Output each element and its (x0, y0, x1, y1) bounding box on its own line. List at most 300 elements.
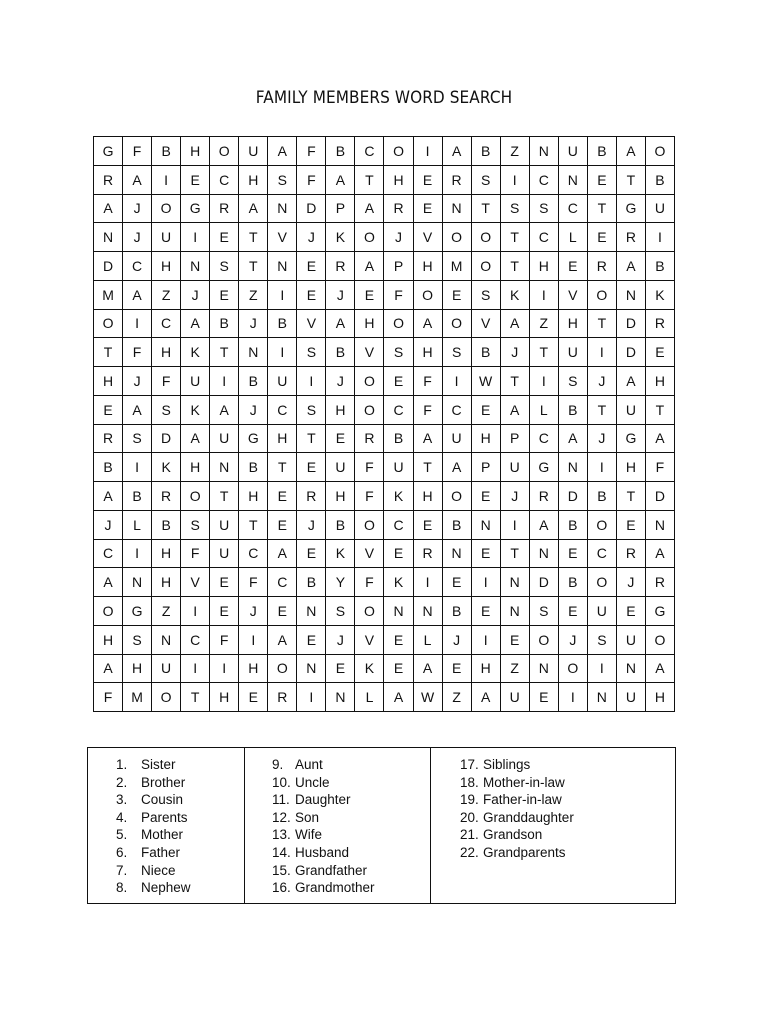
grid-cell[interactable]: C (123, 252, 152, 281)
grid-cell[interactable]: E (559, 252, 588, 281)
grid-cell[interactable]: A (239, 195, 268, 224)
grid-cell[interactable]: U (588, 597, 617, 626)
grid-cell[interactable]: F (297, 137, 326, 166)
grid-cell[interactable]: A (617, 252, 646, 281)
grid-cell[interactable]: F (646, 453, 675, 482)
grid-cell[interactable]: O (443, 482, 472, 511)
grid-cell[interactable]: A (355, 252, 384, 281)
grid-cell[interactable]: V (355, 338, 384, 367)
grid-cell[interactable]: S (326, 597, 355, 626)
grid-cell[interactable]: R (588, 252, 617, 281)
grid-cell[interactable]: O (152, 195, 181, 224)
grid-cell[interactable]: A (617, 137, 646, 166)
grid-cell[interactable]: R (530, 482, 559, 511)
grid-cell[interactable]: J (297, 223, 326, 252)
grid-cell[interactable]: E (472, 482, 501, 511)
grid-cell[interactable]: I (501, 511, 530, 540)
grid-cell[interactable]: K (501, 281, 530, 310)
grid-cell[interactable]: C (443, 396, 472, 425)
grid-cell[interactable]: R (617, 540, 646, 569)
grid-cell[interactable]: C (181, 626, 210, 655)
grid-cell[interactable]: S (123, 425, 152, 454)
grid-cell[interactable]: V (355, 540, 384, 569)
grid-cell[interactable]: O (355, 367, 384, 396)
grid-cell[interactable]: O (384, 137, 413, 166)
grid-cell[interactable]: R (326, 252, 355, 281)
grid-cell[interactable]: U (384, 453, 413, 482)
grid-cell[interactable]: O (530, 626, 559, 655)
grid-cell[interactable]: U (239, 137, 268, 166)
grid-cell[interactable]: V (559, 281, 588, 310)
grid-cell[interactable]: Y (326, 568, 355, 597)
grid-cell[interactable]: V (297, 310, 326, 339)
grid-cell[interactable]: E (588, 223, 617, 252)
grid-cell[interactable]: V (472, 310, 501, 339)
grid-cell[interactable]: O (355, 511, 384, 540)
grid-cell[interactable]: T (414, 453, 443, 482)
grid-cell[interactable]: H (559, 310, 588, 339)
grid-cell[interactable]: E (297, 453, 326, 482)
grid-cell[interactable]: C (210, 166, 239, 195)
grid-cell[interactable]: L (123, 511, 152, 540)
grid-cell[interactable]: L (355, 683, 384, 712)
grid-cell[interactable]: O (94, 597, 123, 626)
grid-cell[interactable]: E (646, 338, 675, 367)
grid-cell[interactable]: N (617, 655, 646, 684)
grid-cell[interactable]: N (559, 166, 588, 195)
grid-cell[interactable]: D (617, 338, 646, 367)
grid-cell[interactable]: A (443, 453, 472, 482)
grid-cell[interactable]: J (239, 597, 268, 626)
grid-cell[interactable]: J (588, 367, 617, 396)
grid-cell[interactable]: I (472, 626, 501, 655)
grid-cell[interactable]: H (94, 626, 123, 655)
grid-cell[interactable]: G (617, 425, 646, 454)
grid-cell[interactable]: H (210, 683, 239, 712)
grid-cell[interactable]: R (94, 425, 123, 454)
grid-cell[interactable]: B (123, 482, 152, 511)
grid-cell[interactable]: R (297, 482, 326, 511)
grid-cell[interactable]: O (181, 482, 210, 511)
grid-cell[interactable]: N (530, 137, 559, 166)
grid-cell[interactable]: T (646, 396, 675, 425)
grid-cell[interactable]: O (152, 683, 181, 712)
grid-cell[interactable]: P (501, 425, 530, 454)
grid-cell[interactable]: C (530, 166, 559, 195)
grid-cell[interactable]: C (239, 540, 268, 569)
grid-cell[interactable]: S (210, 252, 239, 281)
grid-cell[interactable]: S (588, 626, 617, 655)
grid-cell[interactable]: T (239, 511, 268, 540)
grid-cell[interactable]: F (355, 482, 384, 511)
grid-cell[interactable]: Z (443, 683, 472, 712)
grid-cell[interactable]: I (152, 166, 181, 195)
grid-cell[interactable]: N (559, 453, 588, 482)
grid-cell[interactable]: I (588, 655, 617, 684)
grid-cell[interactable]: C (588, 540, 617, 569)
grid-cell[interactable]: H (181, 453, 210, 482)
grid-cell[interactable]: R (414, 540, 443, 569)
grid-cell[interactable]: G (181, 195, 210, 224)
grid-cell[interactable]: Z (530, 310, 559, 339)
grid-cell[interactable]: H (239, 482, 268, 511)
grid-cell[interactable]: E (297, 626, 326, 655)
grid-cell[interactable]: S (123, 626, 152, 655)
grid-cell[interactable]: B (472, 137, 501, 166)
grid-cell[interactable]: C (384, 511, 413, 540)
grid-cell[interactable]: H (384, 166, 413, 195)
grid-cell[interactable]: V (181, 568, 210, 597)
grid-cell[interactable]: J (617, 568, 646, 597)
grid-cell[interactable]: E (297, 252, 326, 281)
grid-cell[interactable]: O (559, 655, 588, 684)
grid-cell[interactable]: H (646, 367, 675, 396)
grid-cell[interactable]: B (326, 338, 355, 367)
grid-cell[interactable]: I (268, 338, 297, 367)
grid-cell[interactable]: C (559, 195, 588, 224)
grid-cell[interactable]: I (210, 367, 239, 396)
grid-cell[interactable]: M (443, 252, 472, 281)
grid-cell[interactable]: U (210, 540, 239, 569)
grid-cell[interactable]: V (414, 223, 443, 252)
grid-cell[interactable]: U (210, 511, 239, 540)
grid-cell[interactable]: C (268, 568, 297, 597)
grid-cell[interactable]: K (646, 281, 675, 310)
grid-cell[interactable]: S (501, 195, 530, 224)
grid-cell[interactable]: J (181, 281, 210, 310)
grid-cell[interactable]: B (268, 310, 297, 339)
grid-cell[interactable]: J (326, 281, 355, 310)
grid-cell[interactable]: B (94, 453, 123, 482)
grid-cell[interactable]: A (443, 137, 472, 166)
grid-cell[interactable]: W (472, 367, 501, 396)
grid-cell[interactable]: U (617, 683, 646, 712)
grid-cell[interactable]: K (152, 453, 181, 482)
grid-cell[interactable]: T (501, 252, 530, 281)
grid-cell[interactable]: E (443, 281, 472, 310)
grid-cell[interactable]: E (268, 597, 297, 626)
grid-cell[interactable]: J (443, 626, 472, 655)
grid-cell[interactable]: I (501, 166, 530, 195)
grid-cell[interactable]: O (646, 626, 675, 655)
grid-cell[interactable]: U (617, 626, 646, 655)
grid-cell[interactable]: H (414, 482, 443, 511)
grid-cell[interactable]: F (355, 453, 384, 482)
grid-cell[interactable]: C (355, 137, 384, 166)
grid-cell[interactable]: B (646, 166, 675, 195)
grid-cell[interactable]: E (472, 597, 501, 626)
grid-cell[interactable]: T (94, 338, 123, 367)
grid-cell[interactable]: H (152, 252, 181, 281)
grid-cell[interactable]: S (297, 396, 326, 425)
grid-cell[interactable]: E (472, 540, 501, 569)
grid-cell[interactable]: J (559, 626, 588, 655)
grid-cell[interactable]: S (443, 338, 472, 367)
grid-cell[interactable]: I (210, 655, 239, 684)
grid-cell[interactable]: R (152, 482, 181, 511)
grid-cell[interactable]: I (588, 338, 617, 367)
grid-cell[interactable]: E (239, 683, 268, 712)
grid-cell[interactable]: H (326, 482, 355, 511)
grid-cell[interactable]: M (123, 683, 152, 712)
grid-cell[interactable]: D (152, 425, 181, 454)
grid-cell[interactable]: A (94, 655, 123, 684)
grid-cell[interactable]: O (210, 137, 239, 166)
grid-cell[interactable]: N (501, 568, 530, 597)
grid-cell[interactable]: I (297, 367, 326, 396)
grid-cell[interactable]: I (123, 453, 152, 482)
grid-cell[interactable]: R (94, 166, 123, 195)
grid-cell[interactable]: S (530, 597, 559, 626)
grid-cell[interactable]: E (443, 568, 472, 597)
grid-cell[interactable]: Z (152, 597, 181, 626)
grid-cell[interactable]: A (501, 396, 530, 425)
grid-cell[interactable]: B (559, 396, 588, 425)
grid-cell[interactable]: I (443, 367, 472, 396)
grid-cell[interactable]: C (530, 425, 559, 454)
grid-cell[interactable]: U (501, 453, 530, 482)
grid-cell[interactable]: E (268, 511, 297, 540)
grid-cell[interactable]: T (181, 683, 210, 712)
grid-cell[interactable]: I (123, 540, 152, 569)
grid-cell[interactable]: H (152, 568, 181, 597)
grid-cell[interactable]: E (326, 425, 355, 454)
grid-cell[interactable]: R (443, 166, 472, 195)
grid-cell[interactable]: E (94, 396, 123, 425)
grid-cell[interactable]: N (152, 626, 181, 655)
grid-cell[interactable]: U (617, 396, 646, 425)
grid-cell[interactable]: U (646, 195, 675, 224)
grid-cell[interactable]: A (646, 425, 675, 454)
grid-cell[interactable]: I (181, 223, 210, 252)
grid-cell[interactable]: U (559, 137, 588, 166)
grid-cell[interactable]: O (443, 223, 472, 252)
grid-cell[interactable]: L (530, 396, 559, 425)
grid-cell[interactable]: A (646, 540, 675, 569)
grid-cell[interactable]: A (268, 540, 297, 569)
grid-cell[interactable]: H (152, 338, 181, 367)
grid-cell[interactable]: J (94, 511, 123, 540)
grid-cell[interactable]: B (152, 511, 181, 540)
grid-cell[interactable]: H (94, 367, 123, 396)
grid-cell[interactable]: K (355, 655, 384, 684)
grid-cell[interactable]: H (239, 166, 268, 195)
grid-cell[interactable]: O (472, 252, 501, 281)
grid-cell[interactable]: N (210, 453, 239, 482)
grid-cell[interactable]: T (501, 540, 530, 569)
grid-cell[interactable]: N (472, 511, 501, 540)
grid-cell[interactable]: I (181, 597, 210, 626)
grid-cell[interactable]: J (123, 223, 152, 252)
grid-cell[interactable]: K (181, 338, 210, 367)
grid-cell[interactable]: J (239, 396, 268, 425)
grid-cell[interactable]: R (646, 568, 675, 597)
grid-cell[interactable]: E (617, 597, 646, 626)
grid-cell[interactable]: S (530, 195, 559, 224)
grid-cell[interactable]: M (94, 281, 123, 310)
grid-cell[interactable]: O (588, 568, 617, 597)
grid-cell[interactable]: E (326, 655, 355, 684)
grid-cell[interactable]: S (181, 511, 210, 540)
grid-cell[interactable]: B (239, 453, 268, 482)
grid-cell[interactable]: F (355, 568, 384, 597)
grid-cell[interactable]: F (297, 166, 326, 195)
grid-cell[interactable]: J (326, 626, 355, 655)
grid-cell[interactable]: F (181, 540, 210, 569)
grid-cell[interactable]: N (94, 223, 123, 252)
grid-cell[interactable]: B (152, 137, 181, 166)
grid-cell[interactable]: T (588, 310, 617, 339)
grid-cell[interactable]: T (472, 195, 501, 224)
grid-cell[interactable]: B (443, 511, 472, 540)
grid-cell[interactable]: N (443, 195, 472, 224)
grid-cell[interactable]: Z (239, 281, 268, 310)
grid-cell[interactable]: N (326, 683, 355, 712)
grid-cell[interactable]: B (384, 425, 413, 454)
grid-cell[interactable]: A (210, 396, 239, 425)
grid-cell[interactable]: J (588, 425, 617, 454)
grid-cell[interactable]: A (530, 511, 559, 540)
grid-cell[interactable]: F (239, 568, 268, 597)
grid-cell[interactable]: E (210, 281, 239, 310)
grid-cell[interactable]: E (210, 597, 239, 626)
grid-cell[interactable]: O (646, 137, 675, 166)
grid-cell[interactable]: B (443, 597, 472, 626)
grid-cell[interactable]: I (414, 568, 443, 597)
grid-cell[interactable]: B (559, 568, 588, 597)
grid-cell[interactable]: H (414, 252, 443, 281)
grid-cell[interactable]: I (530, 281, 559, 310)
grid-cell[interactable]: F (152, 367, 181, 396)
grid-cell[interactable]: U (443, 425, 472, 454)
grid-cell[interactable]: F (414, 367, 443, 396)
grid-cell[interactable]: T (530, 338, 559, 367)
grid-cell[interactable]: N (268, 195, 297, 224)
grid-cell[interactable]: T (617, 166, 646, 195)
grid-cell[interactable]: T (588, 396, 617, 425)
grid-cell[interactable]: F (384, 281, 413, 310)
grid-cell[interactable]: R (646, 310, 675, 339)
grid-cell[interactable]: J (326, 367, 355, 396)
grid-cell[interactable]: N (384, 597, 413, 626)
grid-cell[interactable]: F (210, 626, 239, 655)
grid-cell[interactable]: U (501, 683, 530, 712)
grid-cell[interactable]: A (472, 683, 501, 712)
grid-cell[interactable]: U (326, 453, 355, 482)
grid-cell[interactable]: I (588, 453, 617, 482)
grid-cell[interactable]: T (268, 453, 297, 482)
grid-cell[interactable]: H (239, 655, 268, 684)
grid-cell[interactable]: A (94, 482, 123, 511)
grid-cell[interactable]: I (414, 137, 443, 166)
grid-cell[interactable]: O (268, 655, 297, 684)
grid-cell[interactable]: E (617, 511, 646, 540)
grid-cell[interactable]: I (530, 367, 559, 396)
grid-cell[interactable]: S (472, 166, 501, 195)
grid-cell[interactable]: E (384, 540, 413, 569)
grid-cell[interactable]: O (355, 223, 384, 252)
grid-cell[interactable]: I (181, 655, 210, 684)
grid-cell[interactable]: P (384, 252, 413, 281)
grid-cell[interactable]: E (559, 540, 588, 569)
grid-cell[interactable]: E (210, 568, 239, 597)
grid-cell[interactable]: C (94, 540, 123, 569)
grid-cell[interactable]: E (384, 655, 413, 684)
grid-cell[interactable]: G (530, 453, 559, 482)
grid-cell[interactable]: K (326, 223, 355, 252)
grid-cell[interactable]: N (123, 568, 152, 597)
grid-cell[interactable]: F (123, 338, 152, 367)
grid-cell[interactable]: R (617, 223, 646, 252)
grid-cell[interactable]: R (210, 195, 239, 224)
grid-cell[interactable]: N (181, 252, 210, 281)
grid-cell[interactable]: E (384, 626, 413, 655)
grid-cell[interactable]: H (181, 137, 210, 166)
grid-cell[interactable]: V (268, 223, 297, 252)
grid-cell[interactable]: T (210, 482, 239, 511)
grid-cell[interactable]: K (384, 568, 413, 597)
grid-cell[interactable]: O (355, 597, 384, 626)
grid-cell[interactable]: N (530, 655, 559, 684)
grid-cell[interactable]: A (123, 396, 152, 425)
grid-cell[interactable]: F (123, 137, 152, 166)
grid-cell[interactable]: T (297, 425, 326, 454)
grid-cell[interactable]: E (472, 396, 501, 425)
grid-cell[interactable]: T (239, 223, 268, 252)
grid-cell[interactable]: O (414, 281, 443, 310)
grid-cell[interactable]: I (472, 568, 501, 597)
grid-cell[interactable]: I (239, 626, 268, 655)
grid-cell[interactable]: A (414, 310, 443, 339)
grid-cell[interactable]: D (646, 482, 675, 511)
grid-cell[interactable]: G (617, 195, 646, 224)
grid-cell[interactable]: P (472, 453, 501, 482)
grid-cell[interactable]: B (239, 367, 268, 396)
grid-cell[interactable]: B (326, 137, 355, 166)
grid-cell[interactable]: B (588, 482, 617, 511)
grid-cell[interactable]: U (152, 655, 181, 684)
grid-cell[interactable]: E (210, 223, 239, 252)
grid-cell[interactable]: A (559, 425, 588, 454)
grid-cell[interactable]: E (297, 540, 326, 569)
grid-cell[interactable]: O (443, 310, 472, 339)
grid-cell[interactable]: A (181, 425, 210, 454)
grid-cell[interactable]: E (355, 281, 384, 310)
grid-cell[interactable]: T (617, 482, 646, 511)
grid-cell[interactable]: D (530, 568, 559, 597)
grid-cell[interactable]: Z (152, 281, 181, 310)
grid-cell[interactable]: E (268, 482, 297, 511)
grid-cell[interactable]: A (501, 310, 530, 339)
grid-cell[interactable]: I (646, 223, 675, 252)
grid-cell[interactable]: S (268, 166, 297, 195)
grid-cell[interactable]: G (646, 597, 675, 626)
grid-cell[interactable]: E (297, 281, 326, 310)
grid-cell[interactable]: S (472, 281, 501, 310)
grid-cell[interactable]: C (152, 310, 181, 339)
grid-cell[interactable]: K (326, 540, 355, 569)
grid-cell[interactable]: E (384, 367, 413, 396)
grid-cell[interactable]: J (384, 223, 413, 252)
grid-cell[interactable]: N (268, 252, 297, 281)
grid-cell[interactable]: A (94, 195, 123, 224)
grid-cell[interactable]: G (94, 137, 123, 166)
grid-cell[interactable]: T (210, 338, 239, 367)
grid-cell[interactable]: V (355, 626, 384, 655)
grid-cell[interactable]: T (501, 367, 530, 396)
grid-cell[interactable]: A (355, 195, 384, 224)
grid-cell[interactable]: K (181, 396, 210, 425)
